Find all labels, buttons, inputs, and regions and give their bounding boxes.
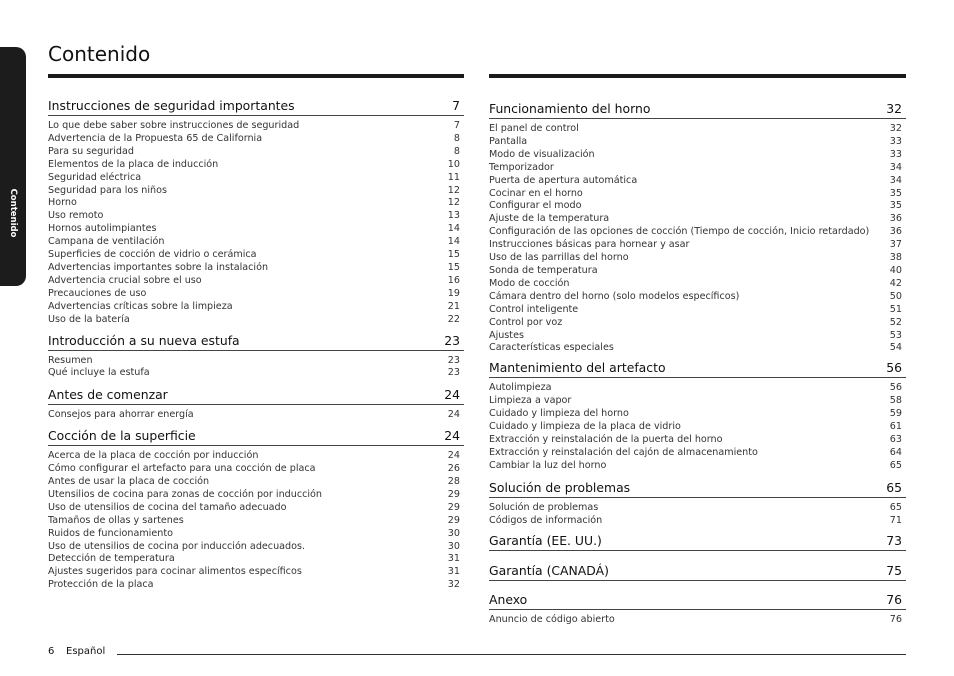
section-title: Mantenimiento del artefacto <box>489 360 666 376</box>
entry-title: Resumen <box>48 354 93 366</box>
toc-entry[interactable] <box>489 291 906 304</box>
entry-page: 36 <box>889 213 902 225</box>
section-page: 32 <box>886 101 902 116</box>
toc-entry[interactable] <box>48 528 464 541</box>
entry-title: Uso de la batería <box>48 313 130 325</box>
entry-page: 50 <box>889 290 902 302</box>
toc-entry[interactable] <box>48 288 464 301</box>
section-page: 73 <box>886 533 902 549</box>
toc-entry[interactable] <box>48 262 464 275</box>
entry-page: 12 <box>447 184 460 196</box>
entry-page: 8 <box>453 145 460 157</box>
entry-list <box>489 610 906 627</box>
toc-entry[interactable] <box>48 450 464 463</box>
entry-page: 34 <box>889 161 902 173</box>
entry-page: 30 <box>447 540 460 552</box>
toc-entry[interactable] <box>489 123 906 136</box>
toc-entry[interactable] <box>48 159 464 172</box>
entry-page: 13 <box>447 210 460 222</box>
entry-page: 63 <box>889 433 902 445</box>
entry-list <box>48 351 464 381</box>
toc-entry[interactable] <box>48 314 464 327</box>
toc-entry[interactable] <box>489 239 906 252</box>
entry-title: Control por voz <box>489 316 563 328</box>
entry-page: 65 <box>889 459 902 471</box>
entry-title: Advertencia de la Propuesta 65 de California <box>48 132 263 144</box>
section-heading[interactable] <box>489 480 906 498</box>
section-title: Introducción a su nueva estufa <box>48 332 240 348</box>
toc-section <box>48 387 464 422</box>
entry-page: 40 <box>889 264 902 276</box>
entry-title: Acerca de la placa de cocción por inducción <box>48 450 259 462</box>
entry-page: 14 <box>447 223 460 235</box>
entry-title: Utensilios de cocina para zonas de cocción por inducción <box>48 488 323 500</box>
entry-title: Cambiar la luz del horno <box>489 459 607 471</box>
entry-page: 37 <box>889 239 902 251</box>
entry-page: 10 <box>447 158 460 170</box>
entry-page: 29 <box>447 501 460 513</box>
section-heading[interactable] <box>489 592 906 610</box>
entry-title: Ajustes <box>489 329 524 341</box>
toc-entry[interactable] <box>48 197 464 210</box>
toc-entry[interactable] <box>48 172 464 185</box>
toc-entry[interactable] <box>489 330 906 343</box>
toc-entry[interactable] <box>48 476 464 489</box>
entry-page: 12 <box>447 197 460 209</box>
entry-title: Ruidos de funcionamiento <box>48 527 173 539</box>
entry-page: 36 <box>889 226 902 238</box>
section-heading[interactable] <box>489 563 906 581</box>
entry-page: 15 <box>447 261 460 273</box>
entry-title: Ajustes sugeridos para cocinar alimentos específicos <box>48 566 302 578</box>
entry-title: Extracción y reinstalación de la puerta del horno <box>489 433 723 445</box>
entry-page: 64 <box>889 446 902 458</box>
entry-title: Uso de las parrillas del horno <box>489 252 629 264</box>
section-heading[interactable] <box>489 533 906 551</box>
section-heading[interactable] <box>48 428 464 446</box>
entry-title: Códigos de información <box>489 514 603 526</box>
entry-page: 34 <box>889 174 902 186</box>
section-heading[interactable] <box>48 387 464 405</box>
entry-page: 21 <box>447 300 460 312</box>
entry-list <box>48 405 464 422</box>
section-page: 75 <box>886 563 902 579</box>
entry-title: Para su seguridad <box>48 145 134 157</box>
toc-entry[interactable] <box>489 434 906 447</box>
entry-title: Limpieza a vapor <box>489 395 572 407</box>
entry-title: Puerta de apertura automática <box>489 174 638 186</box>
toc-entry[interactable] <box>489 149 906 162</box>
footer-page-number: 6 <box>48 646 55 657</box>
side-tab[interactable] <box>0 47 26 286</box>
toc-entry[interactable] <box>489 408 906 421</box>
entry-page: 28 <box>447 476 460 488</box>
entry-title: Ajuste de la temperatura <box>489 213 610 225</box>
section-heading[interactable] <box>48 98 464 116</box>
entry-page: 32 <box>889 123 902 134</box>
entry-page: 24 <box>447 450 460 462</box>
footer-language: Español <box>66 646 106 657</box>
entry-title: Advertencias importantes sobre la instalación <box>48 261 269 273</box>
section-title: Anexo <box>489 592 528 608</box>
entry-title: Cuidado y limpieza del horno <box>489 408 629 420</box>
entry-title: Cocinar en el horno <box>489 187 583 199</box>
toc-entry[interactable] <box>489 278 906 291</box>
entry-title: Temporizador <box>489 161 554 173</box>
entry-title: Campana de ventilación <box>48 236 165 248</box>
entry-page: 22 <box>447 313 460 325</box>
entry-list <box>489 498 906 528</box>
entry-page: 59 <box>889 408 902 420</box>
toc-column-right <box>489 74 906 627</box>
toc-entry[interactable] <box>48 146 464 159</box>
toc-entry[interactable] <box>489 136 906 149</box>
toc-entry[interactable] <box>489 614 906 627</box>
section-page: 65 <box>886 479 902 495</box>
entry-page: 58 <box>889 395 902 407</box>
toc-entry[interactable] <box>48 367 464 380</box>
entry-page: 30 <box>447 527 460 539</box>
entry-page: 71 <box>889 514 902 526</box>
footer-rule <box>117 654 906 655</box>
toc-section <box>489 592 906 627</box>
entry-title: Consejos para ahorrar energía <box>48 409 194 421</box>
toc-entry[interactable] <box>48 489 464 502</box>
toc-entry[interactable] <box>489 175 906 188</box>
toc-section <box>48 333 464 381</box>
section-title: Funcionamiento del horno <box>489 101 651 116</box>
section-title: Instrucciones de seguridad importantes <box>48 98 295 113</box>
entry-page: 51 <box>889 303 902 315</box>
column-rule <box>48 74 464 78</box>
entry-page: 38 <box>889 252 902 264</box>
entry-title: Detección de temperatura <box>48 553 175 565</box>
toc-entry[interactable] <box>48 502 464 515</box>
toc-entry[interactable] <box>489 252 906 265</box>
toc-entry[interactable] <box>48 541 464 554</box>
section-page: 24 <box>444 387 460 403</box>
entry-title: Configurar el modo <box>489 200 582 212</box>
toc-entry[interactable] <box>489 200 906 213</box>
toc-entry[interactable] <box>489 502 906 515</box>
entry-page: 33 <box>889 148 902 160</box>
section-title: Cocción de la superficie <box>48 428 196 444</box>
entry-page: 19 <box>447 287 460 299</box>
entry-list <box>489 119 906 355</box>
toc-entry[interactable] <box>489 226 906 239</box>
entry-title: Autolimpieza <box>489 382 552 394</box>
entry-page: 35 <box>889 200 902 212</box>
entry-page: 29 <box>447 514 460 526</box>
toc-entry[interactable] <box>489 460 906 473</box>
entry-title: Anuncio de código abierto <box>489 614 615 626</box>
entry-page: 16 <box>447 274 460 286</box>
section-heading[interactable] <box>489 101 906 119</box>
section-page: 56 <box>886 360 902 376</box>
entry-title: Advertencia crucial sobre el uso <box>48 274 202 286</box>
entry-list <box>489 378 906 472</box>
entry-title: Seguridad eléctrica <box>48 171 142 183</box>
entry-page: 53 <box>889 329 902 341</box>
entry-page: 31 <box>447 553 460 565</box>
section-title: Garantía (EE. UU.) <box>489 533 602 549</box>
toc-section <box>489 533 906 555</box>
toc-section <box>489 563 906 585</box>
toc-entry[interactable] <box>48 133 464 146</box>
entry-title: Qué incluye la estufa <box>48 367 150 379</box>
toc-entry[interactable] <box>489 304 906 317</box>
toc-entry[interactable] <box>489 162 906 175</box>
entry-page: 54 <box>889 342 902 354</box>
section-page: 76 <box>886 592 902 608</box>
entry-title: Elementos de la placa de inducción <box>48 158 219 170</box>
entry-title: Horno <box>48 197 77 209</box>
entry-page: 26 <box>447 463 460 475</box>
entry-page: 76 <box>889 614 902 626</box>
toc-entry[interactable] <box>48 566 464 579</box>
toc-section <box>48 98 464 327</box>
entry-title: Extracción y reinstalación del cajón de almacenamiento <box>489 446 758 458</box>
toc-entry[interactable] <box>48 120 464 133</box>
toc-entry[interactable] <box>48 355 464 368</box>
entry-title: Modo de visualización <box>489 148 595 160</box>
toc-entry[interactable] <box>48 210 464 223</box>
entry-title: Antes de usar la placa de cocción <box>48 476 210 488</box>
entry-page: 14 <box>447 236 460 248</box>
toc-entry[interactable] <box>489 265 906 278</box>
toc-entry[interactable] <box>48 409 464 422</box>
toc-entry[interactable] <box>489 317 906 330</box>
entry-page: 32 <box>447 579 460 591</box>
entry-title: Solución de problemas <box>489 501 599 513</box>
entry-page: 29 <box>447 488 460 500</box>
section-page: 24 <box>444 428 460 444</box>
toc-section <box>489 360 906 472</box>
section-heading[interactable] <box>489 360 906 378</box>
toc-entry[interactable] <box>48 275 464 288</box>
toc-entry[interactable] <box>48 553 464 566</box>
entry-page: 23 <box>447 354 460 366</box>
entry-title: Advertencias críticas sobre la limpieza <box>48 300 233 312</box>
toc-column-left <box>48 74 464 592</box>
entry-title: Tamaños de ollas y sartenes <box>48 514 184 526</box>
entry-page: 33 <box>889 135 902 147</box>
column-rule <box>489 74 906 78</box>
entry-page: 65 <box>889 501 902 513</box>
entry-title: Uso de utensilios de cocina del tamaño adecuado <box>48 501 287 513</box>
entry-title: Uso remoto <box>48 210 104 222</box>
toc-entry[interactable] <box>48 463 464 476</box>
entry-page: 24 <box>447 409 460 421</box>
entry-page: 52 <box>889 316 902 328</box>
section-page: 23 <box>444 332 460 348</box>
toc-entry[interactable] <box>48 185 464 198</box>
toc-section <box>48 428 464 592</box>
entry-title: Control inteligente <box>489 303 579 315</box>
toc-section <box>489 480 906 528</box>
entry-title: Protección de la placa <box>48 579 154 591</box>
toc-entry[interactable] <box>489 395 906 408</box>
toc-entry[interactable] <box>489 188 906 201</box>
section-title: Antes de comenzar <box>48 387 168 403</box>
toc-entry[interactable] <box>48 579 464 592</box>
entry-title: Cámara dentro del horno (solo modelos específicos) <box>489 290 740 302</box>
toc-entry[interactable] <box>489 515 906 528</box>
section-title: Solución de problemas <box>489 479 631 495</box>
entry-page: 15 <box>447 249 460 261</box>
toc-entry[interactable] <box>48 301 464 314</box>
section-heading[interactable] <box>48 333 464 351</box>
entry-title: Seguridad para los niños <box>48 184 167 196</box>
side-tab-label: Contenido <box>8 188 18 238</box>
entry-list <box>48 116 464 327</box>
entry-title: Lo que debe saber sobre instrucciones de seguridad <box>48 120 300 131</box>
entry-title: Sonda de temperatura <box>489 264 598 276</box>
toc-entry[interactable] <box>489 342 906 355</box>
entry-title: Características especiales <box>489 342 614 354</box>
entry-page: 8 <box>453 132 460 144</box>
entry-page: 23 <box>447 367 460 379</box>
entry-title: Instrucciones básicas para hornear y asar <box>489 239 690 251</box>
toc-entry[interactable] <box>48 249 464 262</box>
entry-title: El panel de control <box>489 123 579 134</box>
toc-entry[interactable] <box>48 515 464 528</box>
toc-entry[interactable] <box>489 447 906 460</box>
toc-entry[interactable] <box>489 421 906 434</box>
toc-entry[interactable] <box>48 236 464 249</box>
entry-title: Superficies de cocción de vidrio o cerámica <box>48 249 257 261</box>
entry-title: Cuidado y limpieza de la placa de vidrio <box>489 421 681 433</box>
entry-title: Modo de cocción <box>489 277 570 289</box>
toc-section <box>489 101 906 355</box>
toc-entry[interactable] <box>489 382 906 395</box>
page-title: Contenido <box>48 42 151 66</box>
entry-title: Configuración de las opciones de cocción (Tiempo de cocción, Inicio retardado) <box>489 226 870 238</box>
entry-page: 31 <box>447 566 460 578</box>
entry-page: 61 <box>889 421 902 433</box>
entry-page: 7 <box>453 120 460 131</box>
entry-page: 42 <box>889 277 902 289</box>
section-page: 7 <box>452 98 460 113</box>
toc-entry[interactable] <box>48 223 464 236</box>
entry-title: Hornos autolimpiantes <box>48 223 157 235</box>
entry-page: 56 <box>889 382 902 394</box>
section-title: Garantía (CANADÁ) <box>489 563 609 579</box>
entry-title: Precauciones de uso <box>48 287 147 299</box>
entry-title: Cómo configurar el artefacto para una cocción de placa <box>48 463 316 475</box>
entry-page: 35 <box>889 187 902 199</box>
toc-entry[interactable] <box>489 213 906 226</box>
entry-title: Uso de utensilios de cocina por inducción adecuados. <box>48 540 306 552</box>
entry-list <box>48 446 464 592</box>
entry-title: Pantalla <box>489 135 528 147</box>
entry-page: 11 <box>447 171 460 183</box>
